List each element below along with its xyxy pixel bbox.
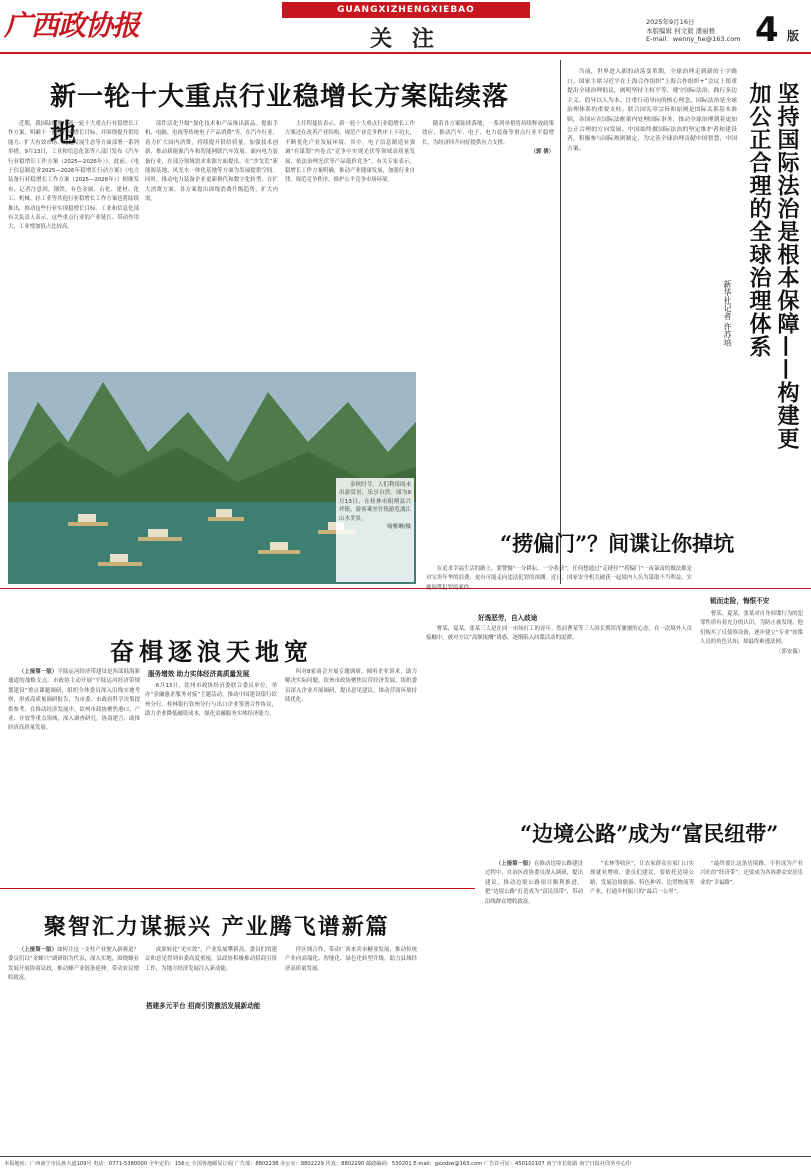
issue-date: 2025年9月16日	[646, 18, 695, 26]
border-col-1: （上接第一版）在推动边境公路建设过程中，自治区政协委员深入调研，提出建议，推动边境公路项目顺利推进，把“边境公路”打造成为“富民纽带”，带动沿线群众增收致富。	[485, 861, 583, 905]
masthead-logo: 广西政协报	[4, 9, 140, 42]
section-title: 关 注	[370, 26, 440, 52]
masthead-rule	[0, 52, 811, 54]
lead-col-3: 主任程蔓钦表示，新一轮十大重点行业稳增长工作方案还在改善产业结构、规范产业竞争秩序上下功夫，不断优化产业发展环境。其中，电子信息制造业强调“在谋划“内卷式”竞争中实现光伏等领域高质量发展，依法治理光伏等产品低价竞争”。有关专家表示，稳增长工作方案明确，推动产业健康发展，加强行业自律，规范竞争秩序，维护公平竞争市场环境。	[285, 121, 415, 184]
lead-col-4: 随着各方案陆续落地，一系列举措将持续释放政策效应，推动汽车、电子、电力装备等重点行业平稳增长，为经济回升向好提供有力支撑。 （郭 倩）	[422, 121, 554, 156]
border-col-3: “最终要让这条边境路，不但成为产业兴旺的“经济带”，还要成为各族群众安居乐业的“幸福路”。	[700, 861, 803, 886]
gate-subhead-2: 铤而走险，悔恨不安	[710, 597, 770, 605]
gate-col-2: 曹某、夏某、张某对自身间谍行为的犯罪性质有着充分的认识，为防止被发现，他们购买了反侦察设备，逐步建立“专业”间谍人员的角色认知，却最终难逃法网。 （郭安薇）	[700, 611, 803, 655]
gate-col-1: 曹某、夏某、张某三人是在同一市场打工的青年。然而曹某等三人因长期浑浑噩噩的心态，在一次境外人员接触中，被对方以“高额报酬”诱惑，逐渐陷入间谍活动的泥潭。	[426, 626, 692, 642]
gate-subhead-1: 好逸恶劳，自入歧途	[478, 614, 538, 622]
masthead-pinyin: GUANGXIZHENGXIEBAO	[282, 2, 530, 18]
issue-editor: 本版编辑 何文毅 潘丽雅	[646, 26, 716, 35]
lead-col-1: 近期，我国陆续推出新一轮十大重点行业稳增长工作方案，明确下一阶段行业增长目标，并围绕提升供给能力、扩大有效市场、优化发展生态等方面部署一系列举措。9月13日，工业和信息化部等八部门发布《汽车行业稳增长工作方案（2025—2026年）》。此前，《电子信息制造业2025—2026年稳增长行动方案》《电力装备行业稳增长工作方案（2025—2026年）》相继发布。记者注意到，钢铁、有色金属、石化、建材、化工、机械、轻工业等其他行业稳增长工作方案也将陆续推出，推动这些行业实现稳增长目标。工业和信息化部有关负责人表示，这些重点行业的产业链长、带动作用大，工业增加值占比较高。	[8, 121, 139, 231]
footer-info: 本报地址：广西南宁市民族大道109号 电话：0771-5380000 全年定价：156元 全国各地邮局订阅 广告部：8802238 办公室：8802229 传真：8802290 邮政编码：530201 E-mail：gxzxbw@163.com 广告许可证：450102107 南宁市长虹路 南宁日报社印务中心印	[4, 1161, 632, 1167]
gather-col-1: （上接第一版）如何让这一支柱产业驶入新赛道？委员们以“金蜂兴”调研组为代表，深入实地，围绕蜂业发展开展协商议政，推动蜂产业链条延伸，带动农民增收致富。	[8, 947, 139, 982]
gather-col-2a: 成果转化“见实效”，产业发展攀新高。委员们的建议和意见得到市委高度重视。县政协积极推动招商引资工作，为地方经济发展注入新动能。	[145, 947, 277, 972]
gate-headline: “捞偏门”？间谍让你掉坑	[500, 531, 735, 556]
page-unit: 版	[787, 29, 800, 43]
gather-subhead: 搭建多元平台 招商引资激活发展新动能	[146, 1002, 261, 1010]
page-number: 4	[755, 10, 779, 50]
section-rule-2	[0, 888, 475, 889]
gate-intro: 在追求幸福生活的路上，要警惕“一分耕耘，一分收获”，任何想通过“走捷径”“捞偏门”一夜暴富的做法都是对宝贵年华的浪费，更有可能走向违法犯罪的深渊。近日，国家安全机关破获一起境内人员为谋取不当利益、实施间谍犯罪的案件。	[426, 566, 692, 591]
boats-col-1: （上接第一版）平陆运河经济带建设是西部陆海新通道的战略支点。市政协主动开展“平陆运河经济带规划建设”重点课题调研，组织全体委员深入沿线实地考察，形成高质量调研报告，为市委、市政府科学决策提供参考。在推动经济发展中，钦州市政协聚焦港口、产业、开放等重点领域，深入调查研究，协商建言，助推经济高质量发展。	[8, 669, 140, 732]
gather-col-3: 伴区域合作，带动广西来宾市糖业发展，推动传统产业向高端化、智能化、绿色化转型升级，助力县域经济高质量发展。	[285, 947, 417, 972]
commentary-body: 当前，世界进入新的动荡变革期，全球治理走到新的十字路口。国家主席习近平在上海合作组织“上海合作组织+”会议上郑重提出全球治理倡议，阐明坚持主权平等、遵守国际法治、践行多边主义、倡导以人为本、注重行动导向的核心理念。国际法治是全球治理体系的重要支柱。联合国宪章宗旨和原则是国际关系基本准则，各国应在国际法框架内处理国际事务，推动全球治理朝着更加公正合理的方向发展。中国始终做国际法治的坚定维护者和建设者，积极参与国际规则制定，为完善全球治理贡献中国智慧、中国方案。	[567, 69, 737, 152]
photo-caption: 金秋时节，人们利用周末出游赏景，乐享自然。图为9月13日，在桂林市阳朔县兴坪镇，游客乘坐竹筏游览漓江山水美景。 喻雅琳/摄	[336, 478, 414, 582]
issue-meta	[646, 18, 741, 44]
boats-col-2: 6月13日，钦州市政协经济委联合委员单位，举办“金融惠企服务对接”主题活动，推动中国建设银行钦州分行、桂林银行钦州分行与出口企业签署合作协议，助力企业降低融资成本，强化金融服务实体经济能力。	[145, 683, 277, 718]
issue-email: E-mail：wenny_he@163.com	[646, 35, 741, 44]
footer-rule	[0, 1156, 811, 1157]
commentary-author: 新华社记者 许苏培	[723, 280, 732, 347]
divider	[560, 60, 561, 584]
boats-headline: 奋楫逐浪天地宽	[110, 637, 313, 666]
boats-col-3: 纠对8家商会开展专题调研，倾听企业诉求，助力解决实际问题。钦州市政协聚焦民营经济发展，组织委员深入企业开展调研，提出意见建议，推动营商环境持续优化。	[285, 669, 417, 704]
boats-subhead: 服务增效 助力实体经济高质量发展	[148, 670, 250, 678]
gather-headline: 聚智汇力谋振兴 产业腾飞谱新篇	[44, 914, 390, 940]
border-col-2: “农林等收区”，让农家群众在家门口实现就业增收。委员们建议，要依托边境公路，发展边境旅游、特色种养、边贸物流等产业，打通乡村振兴的“最后一公里”。	[590, 861, 694, 896]
commentary-headline: 坚持国际法治是根本保障——构建更加公正合理的全球治理体系	[746, 82, 800, 450]
border-headline: “边境公路”成为“富民纽带”	[520, 821, 779, 846]
lead-col-2: 部件活化升级”强化技术和产品推出新品。提振手机、电脑、电视等传统电子产品消费”等。在汽车行业，着力扩大国内消费，持续提升供给质量。加强技术创新，推动新能源汽车和智能网联汽车发展。面向电力装备行业，在部分领域需求来源方面提出，在“沙戈荒”新能源基地、风光水一体化基地等方面为发展提供空间。同时，推动电力装备企业更新换代和数字化转型。在扩大消费方面，各方案提出围绕消费升级趋势，扩大内需。	[145, 121, 278, 203]
lead-headline: 新一轮十大重点行业稳增长方案陆续落地	[50, 82, 510, 149]
